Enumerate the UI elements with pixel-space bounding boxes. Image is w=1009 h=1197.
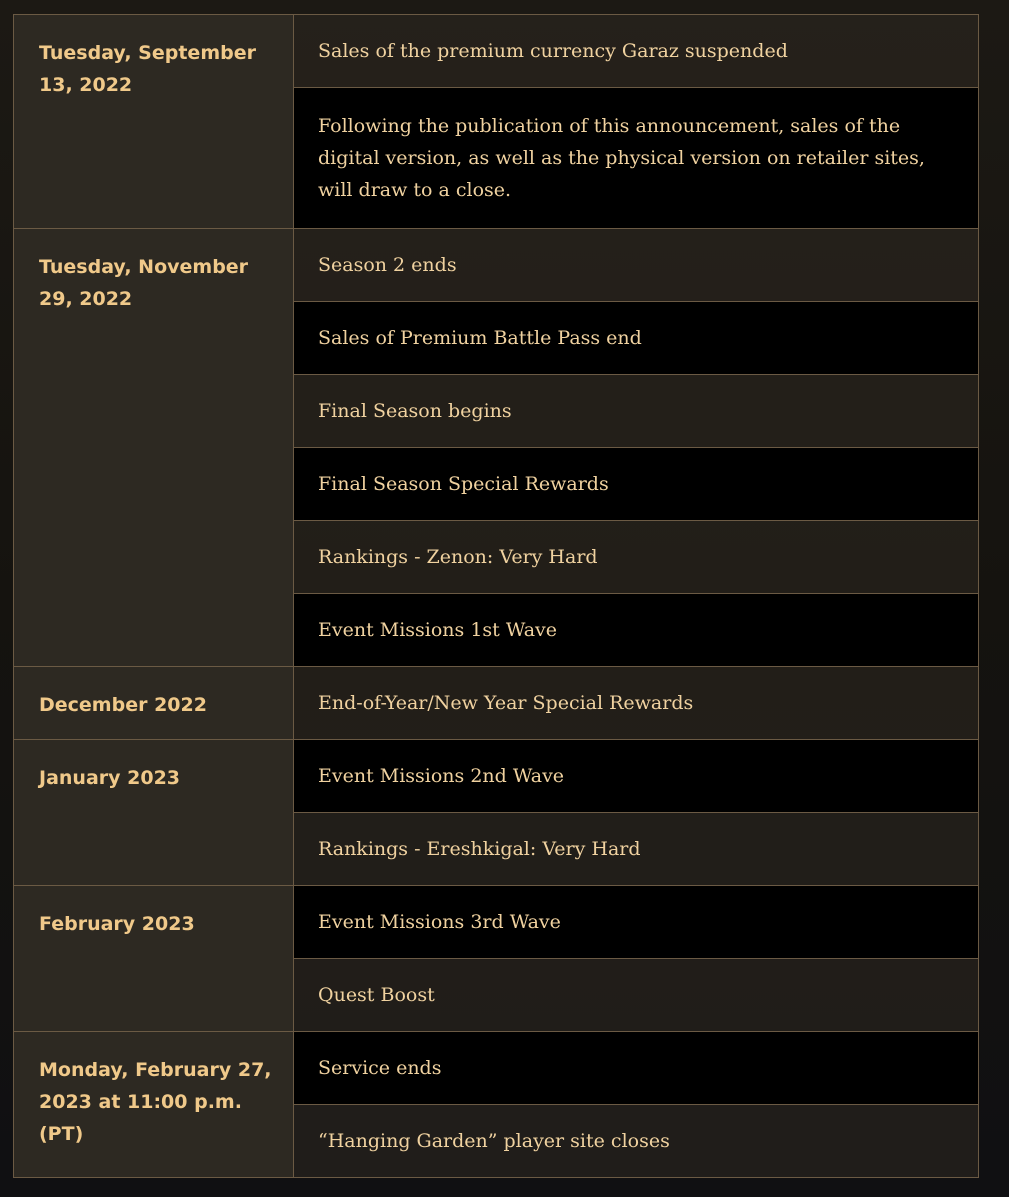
schedule-table (13, 14, 979, 1178)
event-cell: Rankings - Zenon: Very Hard (294, 521, 979, 594)
event-cell: Quest Boost (294, 959, 979, 1032)
event-cell: Sales of the premium currency Garaz suspended (294, 15, 979, 88)
table-row (14, 229, 979, 302)
date-cell: Tuesday, November 29, 2022 (14, 229, 294, 667)
event-cell: End-of-Year/New Year Special Rewards (294, 667, 979, 740)
event-cell: Event Missions 2nd Wave (294, 740, 979, 813)
event-cell: Event Missions 3rd Wave (294, 886, 979, 959)
date-cell: Tuesday, September 13, 2022 (14, 15, 294, 229)
event-cell: “Hanging Garden” player site closes (294, 1105, 979, 1178)
event-cell: Sales of Premium Battle Pass end (294, 302, 979, 375)
date-cell: February 2023 (14, 886, 294, 1032)
event-cell: Event Missions 1st Wave (294, 594, 979, 667)
event-cell: Final Season Special Rewards (294, 448, 979, 521)
event-cell: Final Season begins (294, 375, 979, 448)
table-row (14, 740, 979, 813)
event-cell: Season 2 ends (294, 229, 979, 302)
date-cell: December 2022 (14, 667, 294, 740)
date-cell: Monday, February 27, 2023 at 11:00 p.m. (PT) (14, 1032, 294, 1178)
event-cell: Following the publication of this announcement, sales of the digital version, as well as the physical version on retailer sites, will draw to a close. (294, 88, 979, 229)
event-cell: Service ends (294, 1032, 979, 1105)
date-cell: January 2023 (14, 740, 294, 886)
table-row (14, 15, 979, 88)
table-row (14, 886, 979, 959)
table-row (14, 667, 979, 740)
event-cell: Rankings - Ereshkigal: Very Hard (294, 813, 979, 886)
table-row (14, 1032, 979, 1105)
